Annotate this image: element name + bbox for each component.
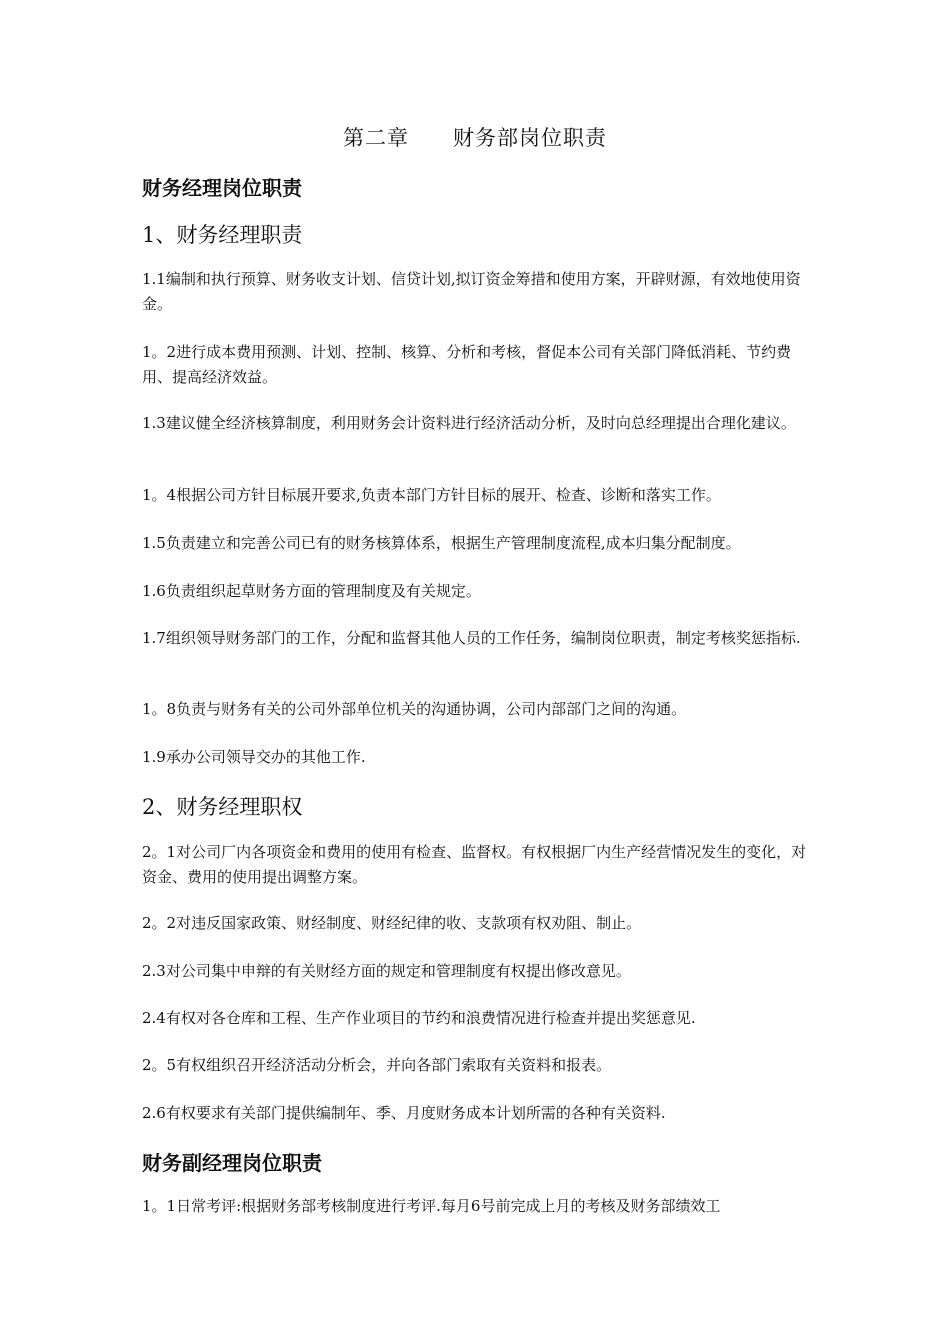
section-heading-deputy: 财务副经理岗位职责 xyxy=(142,1151,322,1175)
sub-heading-duties: 1、财务经理职责 xyxy=(142,223,303,247)
duty-item-1-1: 1.1编制和执行预算、财务收支计划、信贷计划,拟订资金筹措和使用方案，开辟财源，有效地使用资金。 xyxy=(142,270,801,313)
duty-item-1-8: 1。8负责与财务有关的公司外部单位机关的沟通协调，公司内部部门之间的沟通。 xyxy=(142,700,687,718)
authority-item-2-1: 2。1对公司厂内各项资金和费用的使用有检查、监督权。有权根据厂内生产经营情况发生的变化，对资金、费用的使用提出调整方案。 xyxy=(142,843,807,886)
deputy-item-1-1: 1。1日常考评:根据财务部考核制度进行考评.每月6号前完成上月的考核及财务部绩效工 xyxy=(142,1197,721,1215)
authority-item-2-2: 2。2对违反国家政策、财经制度、财经纪律的收、支款项有权劝阻、制止。 xyxy=(142,914,642,932)
sub-heading-authority: 2、财务经理职权 xyxy=(142,795,303,819)
authority-item-2-5: 2。5有权组织召开经济活动分析会，并向各部门索取有关资料和报表。 xyxy=(142,1056,612,1074)
authority-item-2-6: 2.6有权要求有关部门提供编制年、季、月度财务成本计划所需的各种有关资料. xyxy=(142,1104,666,1122)
authority-item-2-3: 2.3对公司集中申辩的有关财经方面的规定和管理制度有权提出修改意见。 xyxy=(142,962,631,980)
chapter-title: 第二章 财务部岗位职责 xyxy=(343,126,607,150)
duty-item-1-2: 1。2进行成本费用预测、计划、控制、核算、分析和考核，督促本公司有关部门降低消耗、节约费用、提高经济效益。 xyxy=(142,343,792,386)
duty-item-1-5: 1.5负责建立和完善公司已有的财务核算体系，根据生产管理制度流程,成本归集分配制度。 xyxy=(142,534,741,552)
authority-item-2-4: 2.4有权对各仓库和工程、生产作业项目的节约和浪费情况进行检查并提出奖惩意见. xyxy=(142,1009,696,1027)
duty-item-1-7: 1.7组织领导财务部门的工作，分配和监督其他人员的工作任务，编制岗位职责，制定考核奖惩指标. xyxy=(142,629,801,647)
duty-item-1-4: 1。4根据公司方针目标展开要求,负责本部门方针目标的展开、检查、诊断和落实工作。 xyxy=(142,486,721,504)
duty-item-1-3: 1.3建议健全经济核算制度，利用财务会计资料进行经济活动分析，及时向总经理提出合理化建议。 xyxy=(142,414,796,432)
duty-item-1-9: 1.9承办公司领导交办的其他工作. xyxy=(142,748,366,766)
duty-item-1-6: 1.6负责组织起草财务方面的管理制度及有关规定。 xyxy=(142,582,481,600)
section-heading-manager: 财务经理岗位职责 xyxy=(142,176,302,200)
